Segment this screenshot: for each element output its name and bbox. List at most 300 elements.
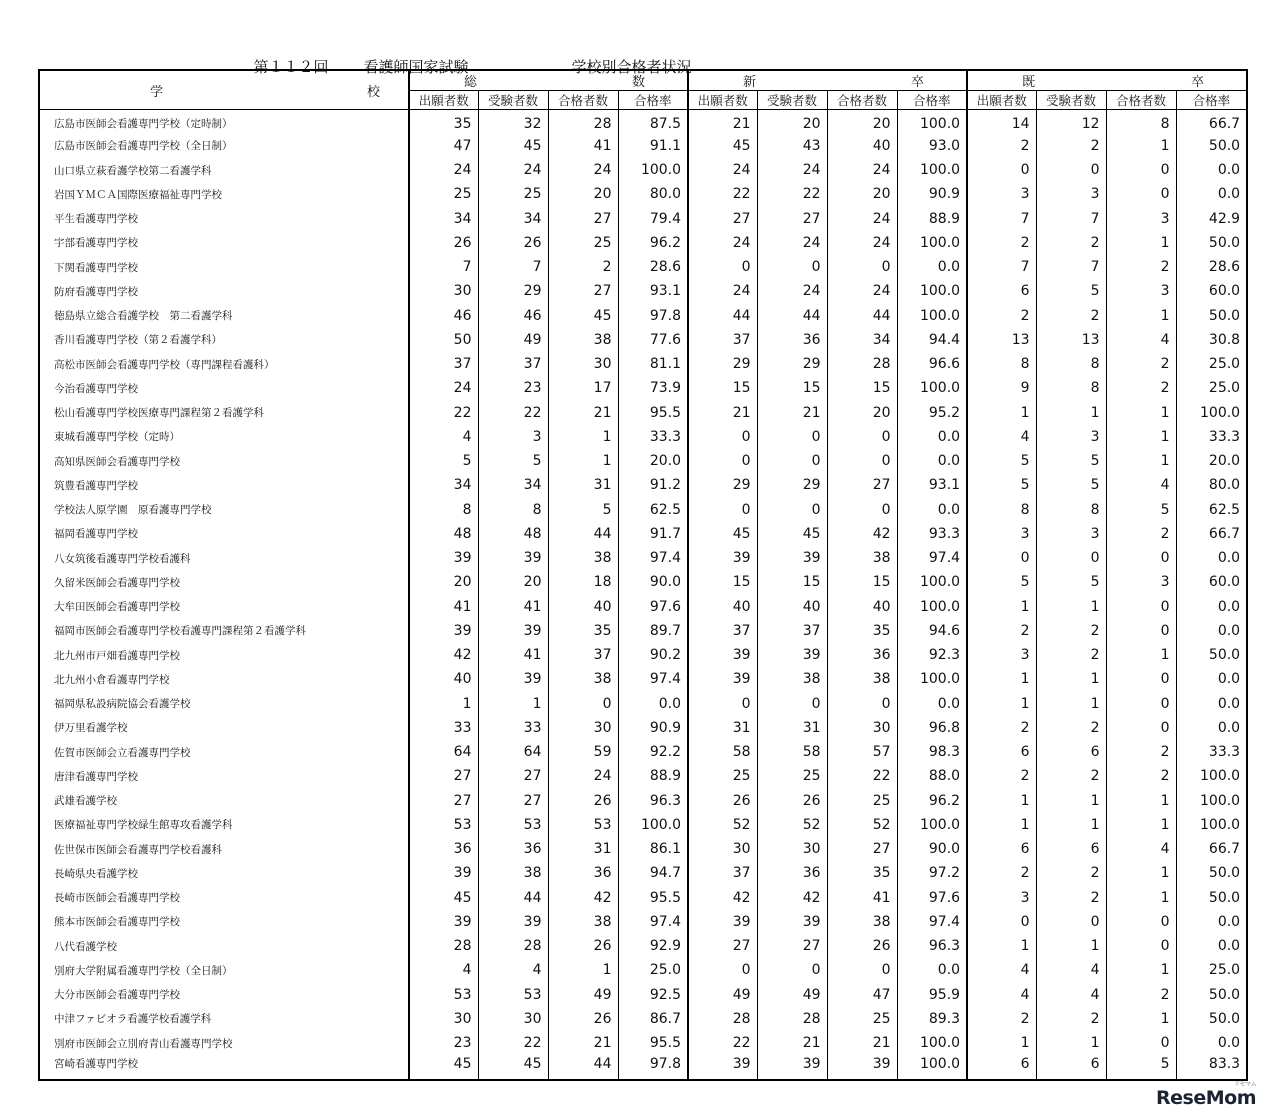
table-row bbox=[39, 1055, 1247, 1079]
report-title: 学校別合格者状況 bbox=[571, 58, 692, 76]
value-cell: 37 bbox=[688, 619, 757, 643]
value-cell: 93.1 bbox=[897, 473, 967, 497]
value-cell: 100.0 bbox=[1176, 813, 1247, 837]
value-cell: 0 bbox=[827, 425, 897, 449]
table-row bbox=[39, 1031, 1247, 1055]
value-cell: 2 bbox=[1036, 134, 1106, 158]
value-cell: 64 bbox=[478, 740, 548, 764]
school-name: 別府大学附属看護専門学校（全日制） bbox=[39, 958, 409, 982]
value-cell: 35 bbox=[827, 861, 897, 885]
value-cell: 6 bbox=[1036, 1055, 1106, 1079]
resemom-logo bbox=[1156, 1081, 1256, 1109]
value-cell: 36 bbox=[757, 328, 827, 352]
value-cell: 28 bbox=[478, 934, 548, 958]
value-cell: 8 bbox=[1106, 110, 1176, 134]
table-row bbox=[39, 207, 1247, 231]
value-cell: 0 bbox=[827, 449, 897, 473]
value-cell: 2 bbox=[1106, 764, 1176, 788]
value-cell: 100.0 bbox=[897, 279, 967, 303]
value-cell: 5 bbox=[1036, 570, 1106, 594]
school-name: 今治看護専門学校 bbox=[39, 376, 409, 400]
value-cell: 83.3 bbox=[1176, 1055, 1247, 1079]
value-cell: 50.0 bbox=[1176, 231, 1247, 255]
value-cell: 44 bbox=[757, 304, 827, 328]
value-cell: 2 bbox=[967, 134, 1036, 158]
value-cell: 1 bbox=[967, 813, 1036, 837]
value-cell: 97.4 bbox=[618, 910, 688, 934]
group-header-prior-grad: 既 卒 bbox=[967, 70, 1247, 91]
value-cell: 100.0 bbox=[897, 595, 967, 619]
table-row bbox=[39, 740, 1247, 764]
value-cell: 37 bbox=[688, 328, 757, 352]
value-cell: 25 bbox=[548, 231, 618, 255]
value-cell: 100.0 bbox=[618, 158, 688, 182]
value-cell: 41 bbox=[548, 134, 618, 158]
value-cell: 1 bbox=[967, 401, 1036, 425]
value-cell: 100.0 bbox=[1176, 789, 1247, 813]
value-cell: 38 bbox=[478, 861, 548, 885]
school-name: 長崎市医師会看護専門学校 bbox=[39, 886, 409, 910]
value-cell: 97.2 bbox=[897, 861, 967, 885]
school-name: 熊本市医師会看護専門学校 bbox=[39, 910, 409, 934]
value-cell: 95.5 bbox=[618, 401, 688, 425]
value-cell: 0.0 bbox=[1176, 1031, 1247, 1055]
value-cell: 8 bbox=[1036, 498, 1106, 522]
value-cell: 5 bbox=[1106, 1055, 1176, 1079]
value-cell: 90.9 bbox=[897, 182, 967, 206]
table-row bbox=[39, 279, 1247, 303]
subcolumn-header: 合格率 bbox=[897, 91, 967, 110]
value-cell: 48 bbox=[478, 522, 548, 546]
value-cell: 0.0 bbox=[1176, 716, 1247, 740]
value-cell: 86.1 bbox=[618, 837, 688, 861]
value-cell: 3 bbox=[1106, 279, 1176, 303]
value-cell: 27 bbox=[688, 207, 757, 231]
school-name: 久留米医師会看護専門学校 bbox=[39, 570, 409, 594]
value-cell: 31 bbox=[548, 473, 618, 497]
value-cell: 3 bbox=[967, 522, 1036, 546]
value-cell: 92.3 bbox=[897, 643, 967, 667]
value-cell: 1 bbox=[1106, 789, 1176, 813]
value-cell: 97.8 bbox=[618, 1055, 688, 1079]
school-name: 長崎県央看護学校 bbox=[39, 861, 409, 885]
value-cell: 5 bbox=[1106, 498, 1176, 522]
value-cell: 0 bbox=[757, 692, 827, 716]
school-name: 宇部看護専門学校 bbox=[39, 231, 409, 255]
value-cell: 0 bbox=[1106, 158, 1176, 182]
value-cell: 92.9 bbox=[618, 934, 688, 958]
value-cell: 3 bbox=[1106, 207, 1176, 231]
value-cell: 21 bbox=[688, 401, 757, 425]
value-cell: 86.7 bbox=[618, 1007, 688, 1031]
value-cell: 2 bbox=[967, 304, 1036, 328]
value-cell: 0 bbox=[1106, 182, 1176, 206]
school-name: 岩国ＹＭＣＡ国際医療福祉専門学校 bbox=[39, 182, 409, 206]
value-cell: 2 bbox=[1106, 983, 1176, 1007]
value-cell: 28.6 bbox=[618, 255, 688, 279]
value-cell: 3 bbox=[967, 886, 1036, 910]
value-cell: 7 bbox=[478, 255, 548, 279]
value-cell: 27 bbox=[409, 764, 478, 788]
value-cell: 6 bbox=[967, 1055, 1036, 1079]
value-cell: 0 bbox=[688, 255, 757, 279]
value-cell: 90.2 bbox=[618, 643, 688, 667]
value-cell: 36 bbox=[478, 837, 548, 861]
value-cell: 6 bbox=[1036, 740, 1106, 764]
value-cell: 1 bbox=[1036, 667, 1106, 691]
table-row bbox=[39, 522, 1247, 546]
value-cell: 4 bbox=[1036, 983, 1106, 1007]
value-cell: 8 bbox=[967, 352, 1036, 376]
value-cell: 3 bbox=[967, 643, 1036, 667]
value-cell: 27 bbox=[688, 934, 757, 958]
value-cell: 45 bbox=[478, 134, 548, 158]
table-row bbox=[39, 667, 1247, 691]
value-cell: 38 bbox=[548, 910, 618, 934]
table-row bbox=[39, 425, 1247, 449]
school-name: 医療福祉専門学校緑生館専攻看護学科 bbox=[39, 813, 409, 837]
value-cell: 0 bbox=[757, 449, 827, 473]
value-cell: 45 bbox=[757, 522, 827, 546]
value-cell: 32 bbox=[478, 110, 548, 134]
value-cell: 34 bbox=[478, 207, 548, 231]
value-cell: 27 bbox=[548, 207, 618, 231]
value-cell: 22 bbox=[757, 182, 827, 206]
value-cell: 49 bbox=[478, 328, 548, 352]
value-cell: 5 bbox=[548, 498, 618, 522]
value-cell: 28 bbox=[688, 1007, 757, 1031]
school-name: 佐世保市医師会看護専門学校看護科 bbox=[39, 837, 409, 861]
value-cell: 50.0 bbox=[1176, 1007, 1247, 1031]
value-cell: 15 bbox=[688, 570, 757, 594]
value-cell: 2 bbox=[1036, 619, 1106, 643]
table-row bbox=[39, 473, 1247, 497]
value-cell: 24 bbox=[827, 231, 897, 255]
value-cell: 33 bbox=[478, 716, 548, 740]
value-cell: 47 bbox=[827, 983, 897, 1007]
value-cell: 26 bbox=[688, 789, 757, 813]
value-cell: 91.1 bbox=[618, 134, 688, 158]
value-cell: 26 bbox=[548, 934, 618, 958]
value-cell: 20.0 bbox=[1176, 449, 1247, 473]
value-cell: 21 bbox=[757, 401, 827, 425]
table-row bbox=[39, 498, 1247, 522]
value-cell: 50.0 bbox=[1176, 134, 1247, 158]
value-cell: 37 bbox=[409, 352, 478, 376]
value-cell: 8 bbox=[478, 498, 548, 522]
group-header-new-grad: 新 卒 bbox=[688, 70, 967, 91]
value-cell: 44 bbox=[827, 304, 897, 328]
value-cell: 15 bbox=[827, 376, 897, 400]
value-cell: 0 bbox=[688, 958, 757, 982]
value-cell: 34 bbox=[478, 473, 548, 497]
value-cell: 94.7 bbox=[618, 861, 688, 885]
value-cell: 26 bbox=[827, 934, 897, 958]
subcolumn-header: 受験者数 bbox=[757, 91, 827, 110]
value-cell: 100.0 bbox=[1176, 764, 1247, 788]
value-cell: 1 bbox=[409, 692, 478, 716]
value-cell: 29 bbox=[757, 352, 827, 376]
value-cell: 13 bbox=[967, 328, 1036, 352]
value-cell: 0 bbox=[1106, 934, 1176, 958]
school-name: 福岡県私設病院協会看護学校 bbox=[39, 692, 409, 716]
value-cell: 39 bbox=[757, 1055, 827, 1079]
value-cell: 57 bbox=[827, 740, 897, 764]
value-cell: 45 bbox=[548, 304, 618, 328]
value-cell: 6 bbox=[967, 837, 1036, 861]
value-cell: 66.7 bbox=[1176, 110, 1247, 134]
subcolumn-header: 合格率 bbox=[1176, 91, 1247, 110]
value-cell: 0 bbox=[827, 692, 897, 716]
value-cell: 6 bbox=[1036, 837, 1106, 861]
value-cell: 2 bbox=[1036, 1007, 1106, 1031]
value-cell: 96.3 bbox=[897, 934, 967, 958]
value-cell: 44 bbox=[548, 522, 618, 546]
exam-name: 看護師国家試験 bbox=[363, 58, 469, 76]
value-cell: 1 bbox=[1106, 813, 1176, 837]
value-cell: 1 bbox=[967, 789, 1036, 813]
value-cell: 3 bbox=[1036, 182, 1106, 206]
value-cell: 100.0 bbox=[897, 231, 967, 255]
school-name: 宮崎看護専門学校 bbox=[39, 1055, 409, 1079]
table-row bbox=[39, 328, 1247, 352]
value-cell: 1 bbox=[967, 692, 1036, 716]
value-cell: 1 bbox=[478, 692, 548, 716]
school-name: 徳島県立総合看護学校 第二看護学科 bbox=[39, 304, 409, 328]
logo-text: ReseMom bbox=[1156, 1087, 1256, 1109]
value-cell: 7 bbox=[967, 255, 1036, 279]
subcolumn-header: 出願者数 bbox=[409, 91, 478, 110]
value-cell: 39 bbox=[409, 861, 478, 885]
value-cell: 100.0 bbox=[897, 667, 967, 691]
value-cell: 24 bbox=[548, 764, 618, 788]
value-cell: 22 bbox=[409, 401, 478, 425]
school-name: 高松市医師会看護専門学校（専門課程看護科） bbox=[39, 352, 409, 376]
table-row bbox=[39, 619, 1247, 643]
value-cell: 2 bbox=[1036, 886, 1106, 910]
value-cell: 5 bbox=[967, 449, 1036, 473]
value-cell: 5 bbox=[1036, 449, 1106, 473]
value-cell: 0 bbox=[1106, 619, 1176, 643]
value-cell: 92.2 bbox=[618, 740, 688, 764]
value-cell: 38 bbox=[827, 667, 897, 691]
value-cell: 100.0 bbox=[618, 813, 688, 837]
table-row bbox=[39, 376, 1247, 400]
value-cell: 0 bbox=[1106, 667, 1176, 691]
value-cell: 38 bbox=[757, 667, 827, 691]
value-cell: 4 bbox=[1106, 837, 1176, 861]
value-cell: 0 bbox=[1036, 158, 1106, 182]
value-cell: 0 bbox=[688, 498, 757, 522]
value-cell: 39 bbox=[688, 546, 757, 570]
value-cell: 0.0 bbox=[1176, 667, 1247, 691]
value-cell: 52 bbox=[688, 813, 757, 837]
value-cell: 39 bbox=[688, 910, 757, 934]
value-cell: 38 bbox=[827, 910, 897, 934]
value-cell: 25.0 bbox=[1176, 376, 1247, 400]
value-cell: 97.4 bbox=[897, 546, 967, 570]
value-cell: 93.1 bbox=[618, 279, 688, 303]
value-cell: 18 bbox=[548, 570, 618, 594]
value-cell: 8 bbox=[409, 498, 478, 522]
value-cell: 62.5 bbox=[1176, 498, 1247, 522]
table-row bbox=[39, 886, 1247, 910]
school-name: 北九州市戸畑看護専門学校 bbox=[39, 643, 409, 667]
value-cell: 39 bbox=[409, 619, 478, 643]
school-column-header bbox=[39, 70, 409, 110]
value-cell: 2 bbox=[1036, 716, 1106, 740]
value-cell: 4 bbox=[409, 425, 478, 449]
table-row bbox=[39, 692, 1247, 716]
value-cell: 13 bbox=[1036, 328, 1106, 352]
value-cell: 9 bbox=[967, 376, 1036, 400]
table-row bbox=[39, 231, 1247, 255]
value-cell: 31 bbox=[548, 837, 618, 861]
value-cell: 80.0 bbox=[1176, 473, 1247, 497]
table-row bbox=[39, 449, 1247, 473]
value-cell: 35 bbox=[548, 619, 618, 643]
value-cell: 0.0 bbox=[1176, 619, 1247, 643]
subcolumn-header: 受験者数 bbox=[1036, 91, 1106, 110]
value-cell: 0 bbox=[1106, 546, 1176, 570]
subcolumn-header: 合格者数 bbox=[1106, 91, 1176, 110]
results-body bbox=[39, 110, 1247, 1080]
value-cell: 30 bbox=[688, 837, 757, 861]
value-cell: 40 bbox=[409, 667, 478, 691]
value-cell: 25.0 bbox=[1176, 958, 1247, 982]
value-cell: 2 bbox=[967, 716, 1036, 740]
value-cell: 8 bbox=[967, 498, 1036, 522]
table-row bbox=[39, 595, 1247, 619]
value-cell: 77.6 bbox=[618, 328, 688, 352]
value-cell: 5 bbox=[1036, 473, 1106, 497]
value-cell: 36 bbox=[548, 861, 618, 885]
value-cell: 38 bbox=[827, 546, 897, 570]
value-cell: 22 bbox=[827, 764, 897, 788]
school-name: 防府看護専門学校 bbox=[39, 279, 409, 303]
value-cell: 38 bbox=[548, 667, 618, 691]
value-cell: 2 bbox=[1036, 643, 1106, 667]
value-cell: 7 bbox=[409, 255, 478, 279]
value-cell: 42 bbox=[548, 886, 618, 910]
value-cell: 27 bbox=[757, 934, 827, 958]
value-cell: 97.8 bbox=[618, 304, 688, 328]
value-cell: 24 bbox=[757, 279, 827, 303]
school-name: 大牟田医師会看護専門学校 bbox=[39, 595, 409, 619]
table-row bbox=[39, 910, 1247, 934]
value-cell: 42 bbox=[688, 886, 757, 910]
value-cell: 20 bbox=[827, 110, 897, 134]
value-cell: 30 bbox=[409, 1007, 478, 1031]
value-cell: 30 bbox=[827, 716, 897, 740]
table-row bbox=[39, 837, 1247, 861]
value-cell: 21 bbox=[548, 1031, 618, 1055]
table-row bbox=[39, 716, 1247, 740]
value-cell: 53 bbox=[548, 813, 618, 837]
value-cell: 97.6 bbox=[897, 886, 967, 910]
school-name: 福岡看護専門学校 bbox=[39, 522, 409, 546]
value-cell: 34 bbox=[409, 473, 478, 497]
value-cell: 20 bbox=[478, 570, 548, 594]
value-cell: 1 bbox=[1036, 595, 1106, 619]
value-cell: 96.8 bbox=[897, 716, 967, 740]
value-cell: 1 bbox=[548, 425, 618, 449]
value-cell: 39 bbox=[757, 643, 827, 667]
value-cell: 0.0 bbox=[1176, 182, 1247, 206]
value-cell: 40 bbox=[827, 134, 897, 158]
value-cell: 53 bbox=[409, 813, 478, 837]
value-cell: 20 bbox=[757, 110, 827, 134]
value-cell: 24 bbox=[827, 279, 897, 303]
value-cell: 4 bbox=[478, 958, 548, 982]
value-cell: 27 bbox=[478, 789, 548, 813]
value-cell: 20 bbox=[827, 401, 897, 425]
value-cell: 0.0 bbox=[897, 958, 967, 982]
value-cell: 14 bbox=[967, 110, 1036, 134]
value-cell: 7 bbox=[1036, 207, 1106, 231]
value-cell: 0 bbox=[757, 958, 827, 982]
value-cell: 1 bbox=[967, 667, 1036, 691]
value-cell: 22 bbox=[688, 1031, 757, 1055]
value-cell: 20.0 bbox=[618, 449, 688, 473]
value-cell: 37 bbox=[548, 643, 618, 667]
value-cell: 44 bbox=[478, 886, 548, 910]
value-cell: 45 bbox=[409, 886, 478, 910]
value-cell: 35 bbox=[827, 619, 897, 643]
table-row bbox=[39, 570, 1247, 594]
value-cell: 100.0 bbox=[1176, 401, 1247, 425]
value-cell: 23 bbox=[478, 376, 548, 400]
value-cell: 33.3 bbox=[1176, 740, 1247, 764]
value-cell: 49 bbox=[757, 983, 827, 1007]
value-cell: 36 bbox=[409, 837, 478, 861]
value-cell: 60.0 bbox=[1176, 279, 1247, 303]
value-cell: 27 bbox=[827, 473, 897, 497]
value-cell: 24 bbox=[409, 376, 478, 400]
value-cell: 27 bbox=[409, 789, 478, 813]
table-row bbox=[39, 1007, 1247, 1031]
value-cell: 29 bbox=[478, 279, 548, 303]
school-name: 広島市医師会看護専門学校（定時制） bbox=[39, 110, 409, 134]
table-row bbox=[39, 401, 1247, 425]
subcolumn-header: 合格者数 bbox=[548, 91, 618, 110]
value-cell: 41 bbox=[478, 595, 548, 619]
value-cell: 0.0 bbox=[1176, 910, 1247, 934]
value-cell: 39 bbox=[688, 643, 757, 667]
school-name: 東城看護専門学校（定時） bbox=[39, 425, 409, 449]
school-name: 松山看護専門学校医療専門課程第２看護学科 bbox=[39, 401, 409, 425]
school-name: 八女筑後看護専門学校看護科 bbox=[39, 546, 409, 570]
value-cell: 49 bbox=[688, 983, 757, 1007]
value-cell: 34 bbox=[827, 328, 897, 352]
group-header-total: 総 数 bbox=[409, 70, 688, 91]
value-cell: 0 bbox=[1106, 716, 1176, 740]
value-cell: 26 bbox=[757, 789, 827, 813]
value-cell: 22 bbox=[688, 182, 757, 206]
value-cell: 73.9 bbox=[618, 376, 688, 400]
value-cell: 94.4 bbox=[897, 328, 967, 352]
value-cell: 100.0 bbox=[897, 1055, 967, 1079]
logo-subtext: リセマム bbox=[1234, 1081, 1256, 1088]
value-cell: 0 bbox=[548, 692, 618, 716]
value-cell: 96.2 bbox=[897, 789, 967, 813]
school-name: 唐津看護専門学校 bbox=[39, 764, 409, 788]
value-cell: 100.0 bbox=[897, 376, 967, 400]
value-cell: 1 bbox=[1106, 134, 1176, 158]
value-cell: 36 bbox=[757, 861, 827, 885]
value-cell: 100.0 bbox=[897, 1031, 967, 1055]
value-cell: 59 bbox=[548, 740, 618, 764]
